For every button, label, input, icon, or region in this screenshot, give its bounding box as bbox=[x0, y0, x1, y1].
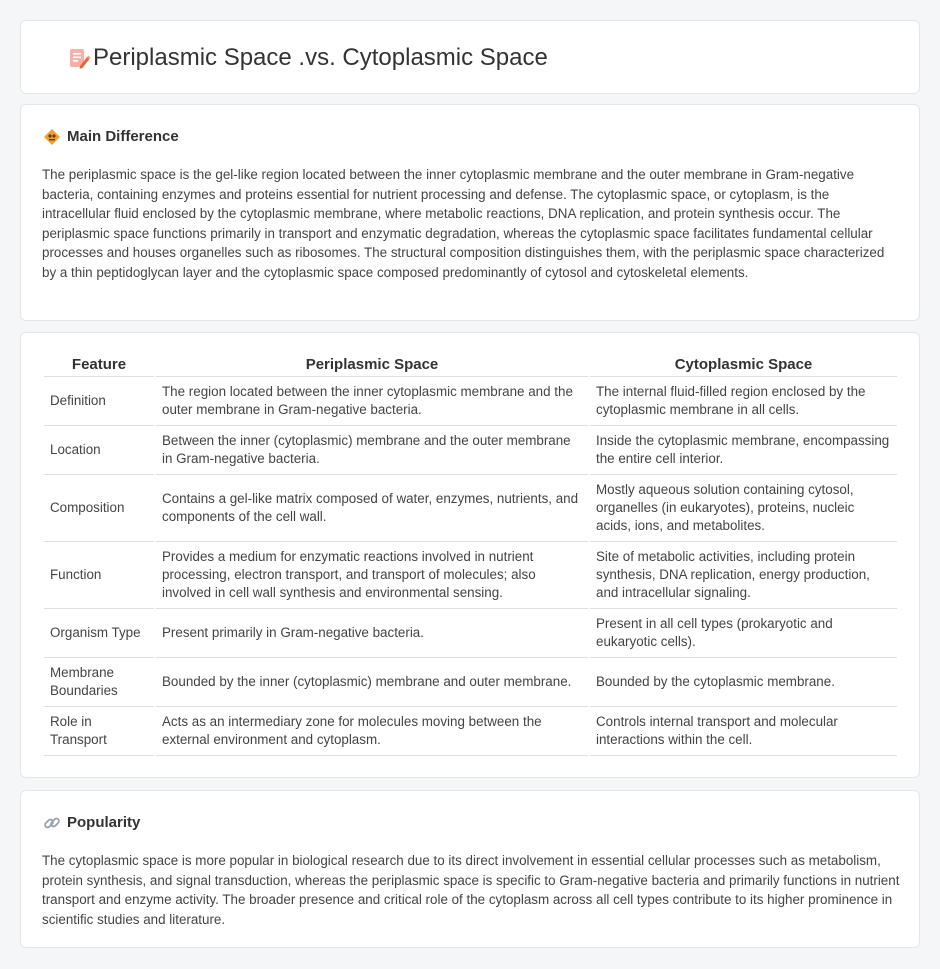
main-difference-heading: Main Difference bbox=[67, 128, 179, 145]
comparison-table bbox=[42, 353, 899, 756]
column-header-feature: Feature bbox=[44, 353, 154, 377]
cytoplasmic-cell: Site of metabolic activities, including protein synthesis, DNA replication, energy production, and intracellular signaling. bbox=[590, 542, 897, 609]
title-card bbox=[20, 20, 920, 94]
table-row bbox=[44, 609, 897, 658]
feature-cell: Composition bbox=[44, 475, 154, 542]
link-icon bbox=[43, 814, 61, 832]
table-row bbox=[44, 377, 897, 426]
diamond-icon bbox=[43, 128, 61, 146]
periplasmic-cell: Bounded by the inner (cytoplasmic) membrane and outer membrane. bbox=[156, 658, 588, 707]
table-row bbox=[44, 658, 897, 707]
column-header-periplasmic: Periplasmic Space bbox=[156, 353, 588, 377]
table-row bbox=[44, 475, 897, 542]
feature-cell: Role in Transport bbox=[44, 707, 154, 756]
main-difference-text: The periplasmic space is the gel-like region located between the inner cytoplasmic membrane and the outer membrane in Gram-negative bacteria, containing enzymes and proteins essential for nutrient processing and defense. The cytoplasmic space, or cytoplasm, is the intracellular fluid enclosed by the cytoplasmic membrane, where metabolic reactions, DNA replication, and protein synthesis occur. The periplasmic space functions primarily in transport and enzymatic degradation, whereas the cytoplasmic space facilitates fundamental cellular processes and houses organelles such as ribosomes. The structural composition distinguishes them, with the periplasmic space characterized by a thin peptidoglycan layer and the cytoplasmic space composed predominantly of cytosol and cytoskeletal elements. bbox=[42, 167, 885, 280]
feature-cell: Definition bbox=[44, 377, 154, 426]
feature-cell: Location bbox=[44, 426, 154, 475]
periplasmic-cell: Contains a gel-like matrix composed of water, enzymes, nutrients, and components of the cell wall. bbox=[156, 475, 588, 542]
cytoplasmic-cell: The internal fluid-filled region enclosed by the cytoplasmic membrane in all cells. bbox=[590, 377, 897, 426]
table-header-row bbox=[44, 353, 897, 377]
periplasmic-cell: Between the inner (cytoplasmic) membrane and the outer membrane in Gram-negative bacteria. bbox=[156, 426, 588, 475]
feature-cell: Membrane Boundaries bbox=[44, 658, 154, 707]
popularity-text: The cytoplasmic space is more popular in biological research due to its direct involvement in essential cellular processes such as metabolism, protein synthesis, and signal transduction, whereas the periplasmic space is specific to Gram-negative bacteria and primarily functions in nutrient transport and enzyme activity. The broader presence and critical role of the cytoplasm across all cell types contribute to its higher prominence in scientific studies and literature. bbox=[42, 853, 900, 927]
feature-cell: Organism Type bbox=[44, 609, 154, 658]
cytoplasmic-cell: Controls internal transport and molecular interactions within the cell. bbox=[590, 707, 897, 756]
popularity-heading: Popularity bbox=[67, 814, 141, 831]
column-header-cytoplasmic: Cytoplasmic Space bbox=[590, 353, 897, 377]
periplasmic-cell: The region located between the inner cytoplasmic membrane and the outer membrane in Gram-negative bacteria. bbox=[156, 377, 588, 426]
feature-cell: Function bbox=[44, 542, 154, 609]
main-difference-card bbox=[20, 104, 920, 321]
cytoplasmic-cell: Present in all cell types (prokaryotic and eukaryotic cells). bbox=[590, 609, 897, 658]
periplasmic-cell: Present primarily in Gram-negative bacteria. bbox=[156, 609, 588, 658]
periplasmic-cell: Provides a medium for enzymatic reactions involved in nutrient processing, electron transport, and transport of molecules; also involved in cell wall synthesis and environmental sensing. bbox=[156, 542, 588, 609]
cytoplasmic-cell: Bounded by the cytoplasmic membrane. bbox=[590, 658, 897, 707]
cytoplasmic-cell: Mostly aqueous solution containing cytosol, organelles (in eukaryotes), proteins, nucleic acids, ions, and metabolites. bbox=[590, 475, 897, 542]
document-pencil-icon bbox=[67, 47, 91, 71]
table-row bbox=[44, 542, 897, 609]
main-difference-header bbox=[43, 127, 179, 147]
popularity-header bbox=[43, 813, 140, 833]
periplasmic-cell: Acts as an intermediary zone for molecules moving between the external environment and cytoplasm. bbox=[156, 707, 588, 756]
popularity-card bbox=[20, 790, 920, 948]
page-title: Periplasmic Space .vs. Cytoplasmic Space bbox=[93, 44, 548, 71]
table-row bbox=[44, 426, 897, 475]
cytoplasmic-cell: Inside the cytoplasmic membrane, encompassing the entire cell interior. bbox=[590, 426, 897, 475]
table-row bbox=[44, 707, 897, 756]
comparison-card bbox=[20, 332, 920, 778]
